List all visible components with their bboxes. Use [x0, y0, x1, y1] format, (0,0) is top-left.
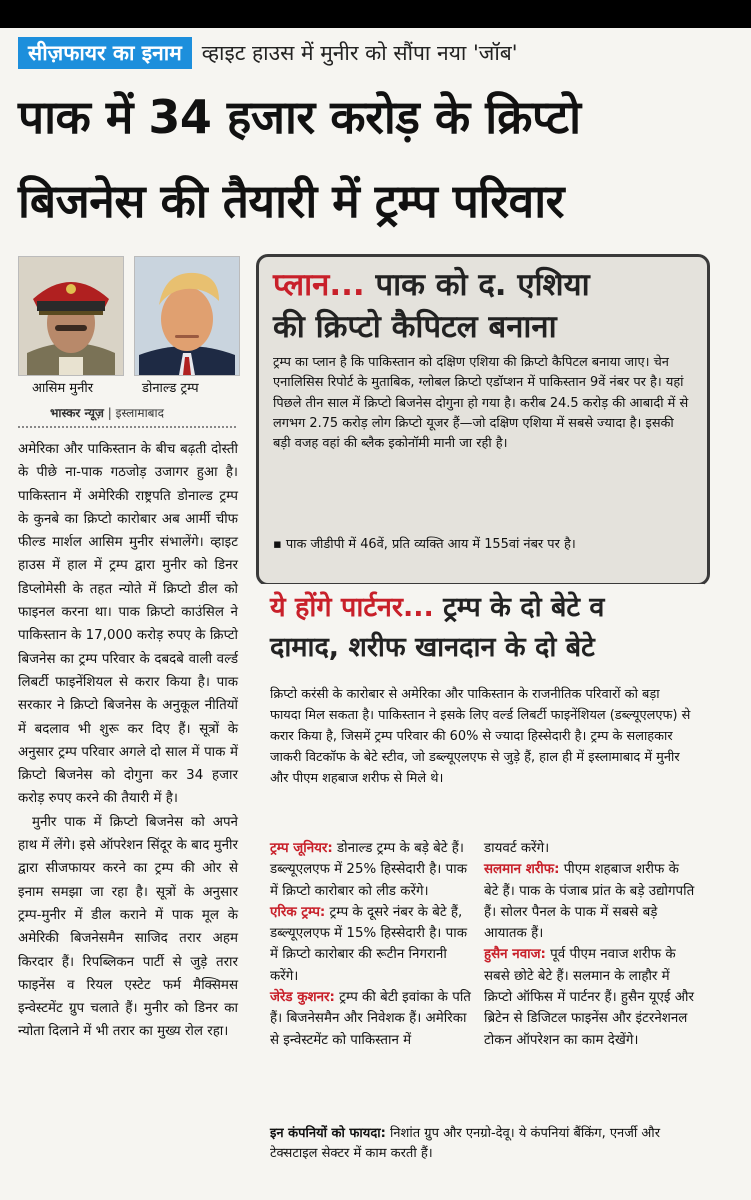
- plan-box-text: ट्रम्प का प्लान है कि पाकिस्तान को दक्षिण एशिया की क्रिप्टो कैपिटल बनाया जाए। चेन एनालिसिस रिपोर्ट के मुताबिक, ग्लोबल क्रिप्टो एडॉप्शन में पाकिस्तान 9वें नंबर पर है। यहां पिछले तीन साल में क्रिप्टो बिजनेस दोगुना हो गया है। करीब 24.5 करोड़ की आबादी में से लगभग 2.75 करोड़ लोग क्रिप्टो यूजर हैं—जो दक्षिण एशिया में सबसे ज्यादा है। इसकी बड़ी वजह वहां की ब्लैक इकोनॉमी मानी जा रही है।: [273, 355, 689, 452]
- caption-asim-munir: आसिम मुनीर: [32, 381, 94, 396]
- partner-name: सलमान शरीफ:: [484, 862, 560, 878]
- photo-donald-trump: [134, 256, 240, 376]
- headline-line-1: पाक में 34 हजार करोड़ के क्रिप्टो: [18, 90, 581, 144]
- partner-text: डायवर्ट करेंगे।: [484, 841, 550, 856]
- partner-name: एरिक ट्रम्प:: [270, 904, 326, 920]
- partner-name: जेरेड कुशनर:: [270, 990, 335, 1006]
- companies-text: निशांत ग्रुप और एनग्रो-देवू। ये कंपनियां बैंकिंग, एनर्जी और टेक्सटाइल सेक्टर में काम करती हैं।: [270, 1126, 661, 1161]
- main-article-column: [18, 438, 238, 1044]
- plan-box: [256, 254, 710, 586]
- partner-label: ये होंगे पार्टनर...: [270, 592, 434, 623]
- partners-left-column: [270, 838, 476, 1051]
- partners-right-column: [484, 838, 696, 1051]
- partner-entry: [484, 838, 696, 859]
- article-paragraph: मुनीर पाक में क्रिप्टो बिजनेस को अपने हाथ में लेंगे। इसे ऑपरेशन सिंदूर के बाद मुनीर द्वारा सीजफायर करने का ट्रम्प की ओर से इनाम समझा जा रहा है। सूत्रों के अनुसार ट्रम्प-मुनीर में डील कराने में पाक मूल के अमेरिकी बिजनेसमैन साजिद तरार अहम किरदार हैं। रिपब्लिकन पार्टी से जुड़े तरार फाइनेंस व रियल एस्टेट फर्म मैक्सिमस इन्वेस्टमेंट ग्रुप चलाते हैं। मुनीर को डिनर का न्योता दिलाने में भी तरार का मुख्य रोल रहा।: [18, 814, 238, 1040]
- companies-label: इन कंपनियों को फायदा:: [270, 1126, 386, 1141]
- partner-intro-text: क्रिप्टो करंसी के कारोबार से अमेरिका और पाकिस्तान के राजनीतिक परिवारों को बड़ा फायदा मिल सकता है। पाकिस्तान ने इसके लिए वर्ल्ड लिबर्टी फाइनेंशियल (डब्ल्यूएलएफ) से करार किया है, जिसमें ट्रम्प परिवार की 60% से ज्यादा हिस्सेदारी है। ट्रम्प के सलाहकार जाकरी विटकॉफ के बेटे स्टीव, जो डब्ल्यूएलएफ से जुड़े हैं, हाल ही में इस्लामाबाद में मुनीर और पीएम शहबाज शरीफ से मिले थे।: [270, 687, 691, 786]
- article-paragraph: अमेरिका और पाकिस्तान के बीच बढ़ती दोस्ती के पीछे ना-पाक गठजोड़ उजागर हुआ है। पाकिस्तान में अमेरिकी राष्ट्रपति डोनाल्ड ट्रम्प के कुनबे का क्रिप्टो कारोबार अब आर्मी चीफ फील्ड मार्शल आसिम मुनीर संभालेंगे। व्हाइट हाउस में हाल में ट्रम्प द्वारा मुनीर को डिनर डिप्लोमेसी के तहत न्योते में क्रिप्टो डील को फाइनल करना था। पाक क्रिप्टो काउंसिल ने पाकिस्तान के 17,000 करोड़ रुपए के क्रिप्टो बिजनेस का ट्रम्प परिवार के दबदबे वाली वर्ल्ड लिबर्टी फाइनेंशियल से करार किया है। पाक सरकार ने क्रिप्टो बिजनेस के अनुकूल नीतियों में बदलाव भी शुरू कर दिए हैं। सूत्रों के अनुसार ट्रम्प परिवार अगले दो साल में पाक में क्रिप्टो बिजनेस को दोगुना कर 34 हजार करोड़ रुपए करने की तैयारी में है।: [18, 442, 238, 807]
- byline: भास्कर न्यूज़ | इस्लामाबाद: [50, 406, 165, 420]
- partner-heading-1: [270, 588, 604, 628]
- kicker-row: [18, 36, 738, 70]
- companies-note: [270, 1124, 700, 1164]
- plan-box-bullet: ▪ पाक जीडीपी में 46वें, प्रति व्यक्ति आय में 155वां नंबर पर है।: [273, 537, 576, 552]
- caption-donald-trump: डोनाल्ड ट्रम्प: [142, 381, 199, 396]
- subheadline: व्हाइट हाउस में मुनीर को सौंपा नया 'जॉब': [201, 41, 518, 65]
- partner-head-1: ट्रम्प के दो बेटे व: [443, 592, 605, 623]
- partner-text: पीएम शहबाज शरीफ के बेटे हैं। पाक के पंजाब प्रांत के बड़े उद्योगपति हैं। सोलर पैनल के पाक में सबसे बड़े आयातक हैं।: [484, 862, 695, 942]
- plan-head-1: पाक को द. एशिया: [375, 267, 590, 303]
- partner-heading-2: दामाद, शरीफ खानदान के दो बेटे: [270, 632, 595, 663]
- partner-entry: [270, 902, 476, 987]
- kicker-label: सीज़फायर का इनाम: [18, 37, 192, 69]
- newspaper-page: [0, 28, 751, 1200]
- byline-source: भास्कर न्यूज़: [50, 406, 104, 420]
- partner-entry: [484, 944, 696, 1050]
- plan-box-heading-1: [273, 265, 590, 305]
- partner-name: ट्रम्प जूनियर:: [270, 841, 333, 856]
- headline-line-2: बिजनेस की तैयारी में ट्रम्प परिवार: [18, 174, 564, 228]
- plan-label: प्लान...: [273, 267, 365, 303]
- partner-text: ट्रम्प के दूसरे नंबर के बेटे हैं, डब्ल्यूएलएफ में 15% हिस्सेदारी है। पाक में क्रिप्टो कारोबार की रूटीन निगरानी करेंगे।: [270, 904, 468, 984]
- photo-asim-munir: [18, 256, 124, 376]
- partner-entry: [270, 987, 476, 1051]
- plan-box-heading-2: की क्रिप्टो कैपिटल बनाना: [273, 309, 557, 345]
- byline-city: इस्लामाबाद: [115, 406, 165, 420]
- partner-text: डोनाल्ड ट्रम्प के बड़े बेटे हैं। डब्ल्यूएलएफ में 25% हिस्सेदारी है। पाक में क्रिप्टो कारोबार को लीड करेंगे।: [270, 841, 468, 899]
- partner-text: पूर्व पीएम नवाज शरीफ के सबसे छोटे बेटे हैं। सलमान के लाहौर में क्रिप्टो ऑफिस में पार्टनर हैं। हुसैन यूएई और ब्रिटेन से डिजिटल फाइनेंस और इंटरनेशनल टोकन ऑपरेशन का काम देखेंगे।: [484, 947, 694, 1048]
- partner-entry: [270, 838, 476, 902]
- partner-name: हुसैन नवाज:: [484, 947, 546, 963]
- divider: [18, 426, 236, 428]
- partner-text: ट्रम्प की बेटी इवांका के पति हैं। बिजनेसमैन और निवेशक हैं। अमेरिका से इन्वेस्टमेंट को पाकिस्तान में: [270, 990, 471, 1048]
- partner-entry: [484, 859, 696, 944]
